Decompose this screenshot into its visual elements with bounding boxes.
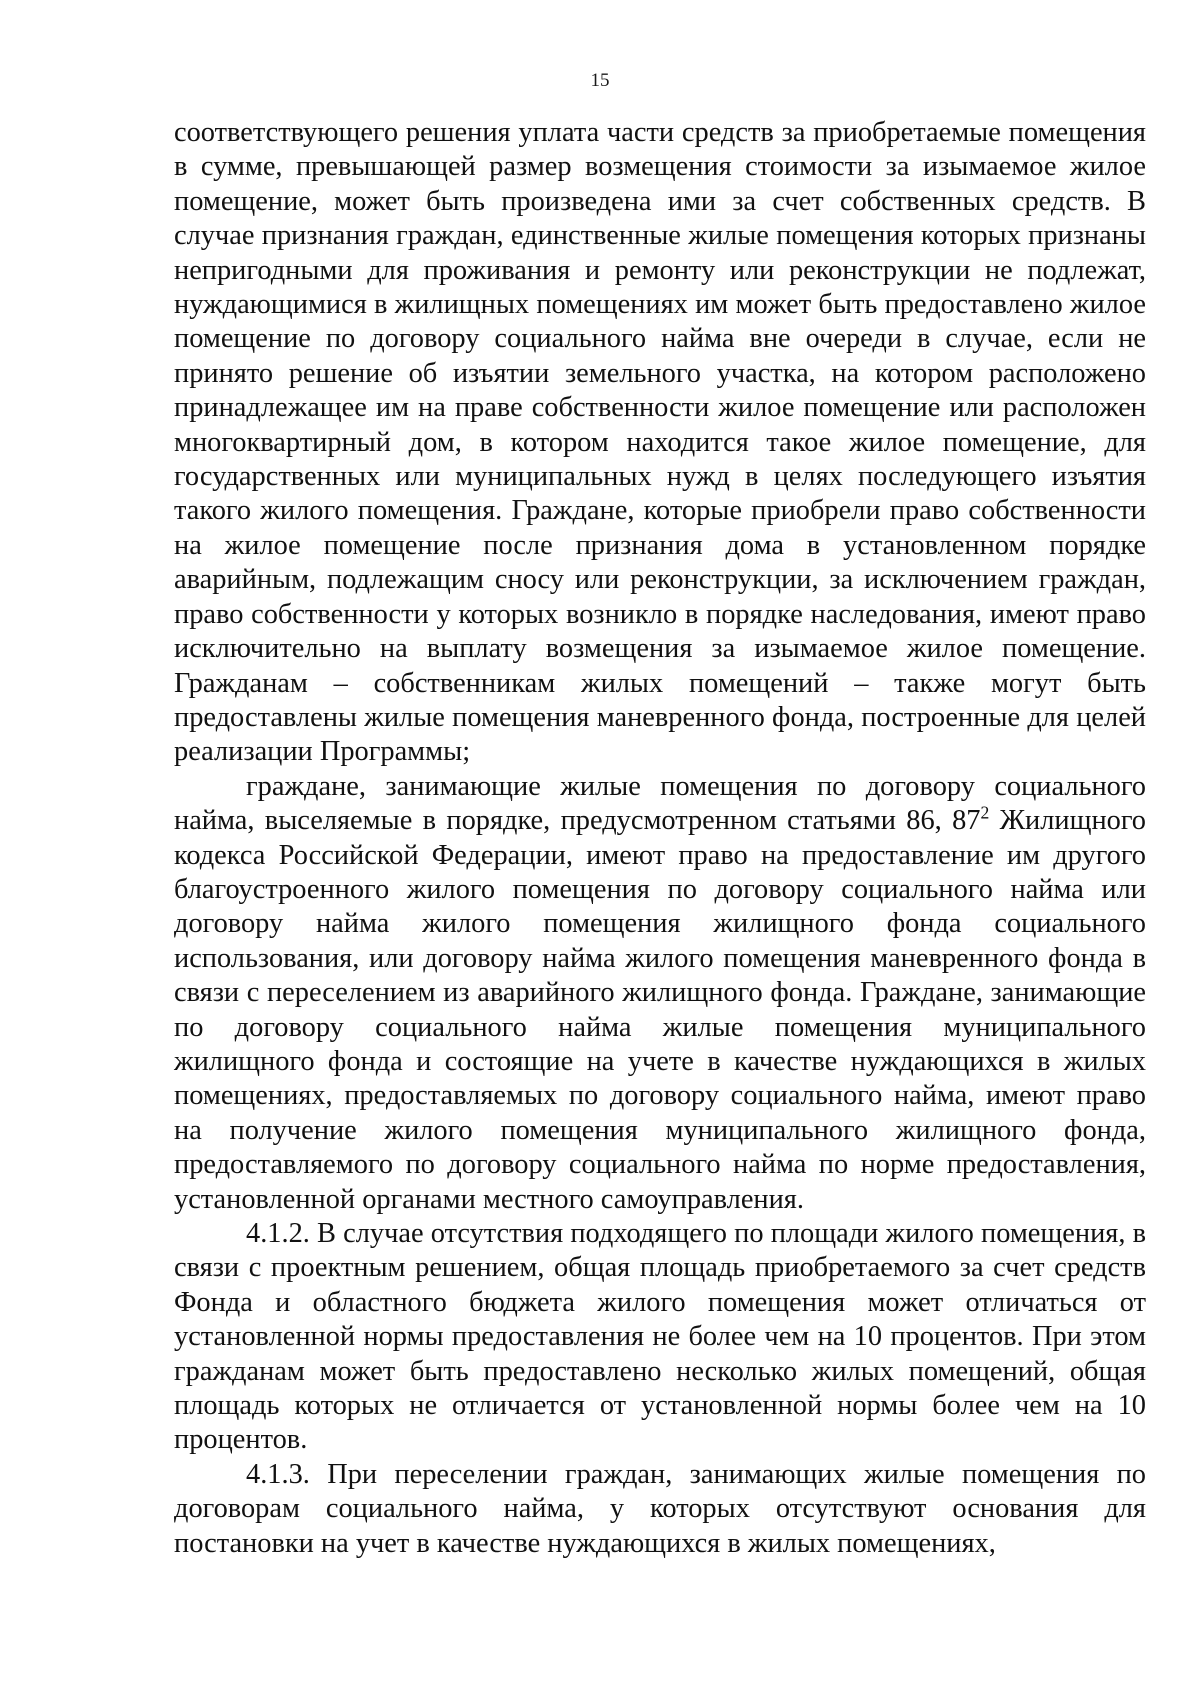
page-number: 15 [590, 70, 610, 91]
paragraph-text-before-superscript: граждане, занимающие жилые помещения по договору социального найма, выселяемые в порядке, предусмотренном статьями 86, 87 [174, 770, 1146, 837]
superscript-article-number: 2 [980, 802, 990, 823]
paragraph-4-1-3: 4.1.3. При переселении граждан, занимающих жилые помещения по договорам социального найма, у которых отсутствуют основания для постановки на учет в качестве нуждающихся в жилых помещениях, [174, 1458, 1146, 1559]
paragraph-text-after-superscript: Жилищного кодекса Российской Федерации, имеют право на предоставление им другого благоустроенного жилого помещения по договору социального найма или договору найма жилого помещения жилищного фонда социального использования, или договору найма жилого помещения маневренного фонда в связи с переселением из аварийного жилищного фонда. Граждане, занимающие по договору социального найма жилые помещения муниципального жилищного фонда и состоящие на учете в качестве нуждающихся в жилых помещениях, предоставляемых по договору социального найма, имеют право на получение жилого помещения муниципального жилищного фонда, предоставляемого по договору социального найма по норме предоставления, установленной органами местного самоуправления. [174, 805, 1146, 1215]
paragraph-4-1-2: 4.1.2. В случае отсутствия подходящего по площади жилого помещения, в связи с проектным решением, общая площадь приобретаемого за счет средств Фонда и областного бюджета жилого помещения может отличаться от установленной нормы предоставления не более чем на 10 процентов. При этом гражданам может быть предоставлено несколько жилых помещений, общая площадь которых не отличается от установленной нормы более чем на 10 процентов. [174, 1218, 1146, 1456]
paragraph-social-tenants [174, 770, 1146, 1217]
paragraph-continuation: соответствующего решения уплата части средств за приобретаемые помещения в сумме, превышающей размер возмещения стоимости за изымаемое жилое помещение, может быть произведена ими за счет собственных средств. В случае признания граждан, единственные жилые помещения которых признаны непригодными для проживания и ремонту или реконструкции не подлежат, нуждающимися в жилищных помещениях им может быть предоставлено жилое помещение по договору социального найма вне очереди в случае, если не принято решение об изъятии земельного участка, на котором расположено принадлежащее им на праве собственности жилое помещение или расположен многоквартирный дом, в котором находится такое жилое помещение, для государственных или муниципальных нужд в целях последующего изъятия такого жилого помещения. Граждане, которые приобрели право собственности на жилое помещение после признания дома в установленном порядке аварийным, подлежащим сносу или реконструкции, за исключением граждан, право собственности у которых возникло в порядке наследования, имеют право исключительно на выплату возмещения за изымаемое жилое помещение. Гражданам – собственникам жилых помещений – также могут быть предоставлены жилые помещения маневренного фонда, построенные для целей реализации Программы; [174, 117, 1146, 768]
document-body [174, 116, 1146, 1561]
